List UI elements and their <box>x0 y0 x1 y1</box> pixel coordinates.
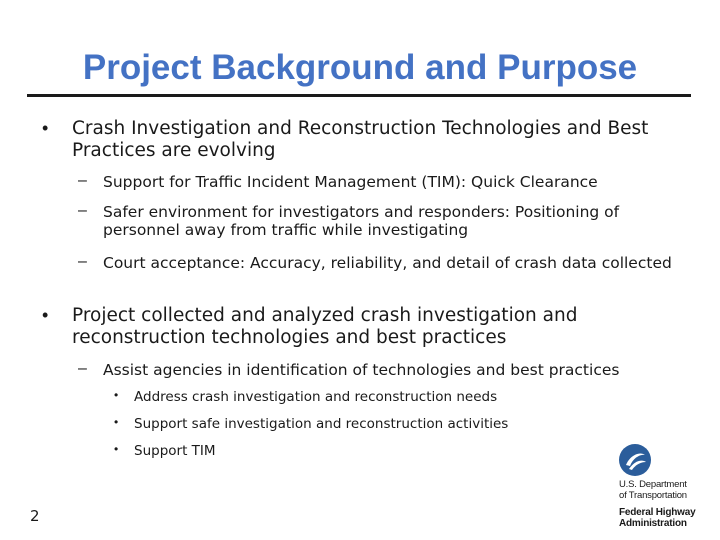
bullet-1-text: Crash Investigation and Reconstruction Technologies and Best Practices are evolving <box>72 118 649 161</box>
bullet-marker: • <box>42 305 49 325</box>
dash-marker: – <box>78 253 87 270</box>
dash-marker: – <box>78 172 87 189</box>
logo-line-4: Administration <box>619 518 687 529</box>
slide-title: Project Background and Purpose <box>82 48 638 87</box>
small-bullet-marker: • <box>114 442 119 456</box>
dot-logo-icon <box>618 443 652 477</box>
small-bullet-marker: • <box>114 415 119 429</box>
logo-line-2: of Transportation <box>619 490 687 501</box>
bullet-2-subsub-3: Support TIM <box>134 443 216 459</box>
bullet-2-sub-1: Assist agencies in identification of technologies and best practices <box>103 361 620 379</box>
dash-marker: – <box>78 202 87 219</box>
logo-line-3: Federal Highway <box>619 507 696 518</box>
page-number: 2 <box>30 507 40 525</box>
dash-marker: – <box>78 360 87 377</box>
title-divider <box>27 94 691 97</box>
bullet-1-sub-3: Court acceptance: Accuracy, reliability, and detail of crash data collected <box>103 254 672 272</box>
bullet-1-sub-2: Safer environment for investigators and responders: Positioning of personnel away from traffic while investigating <box>103 203 620 239</box>
bullet-2-subsub-1: Address crash investigation and reconstruction needs <box>134 389 498 405</box>
bullet-2-text: Project collected and analyzed crash investigation and reconstruction technologies and best practices <box>72 305 578 348</box>
fhwa-logo <box>612 443 718 535</box>
bullet-2-subsub-2: Support safe investigation and reconstruction activities <box>134 416 509 432</box>
bullet-1-sub-1: Support for Traffic Incident Management (TIM): Quick Clearance <box>103 173 598 191</box>
bullet-marker: • <box>42 118 49 138</box>
small-bullet-marker: • <box>114 388 119 402</box>
logo-line-1: U.S. Department <box>619 479 687 490</box>
